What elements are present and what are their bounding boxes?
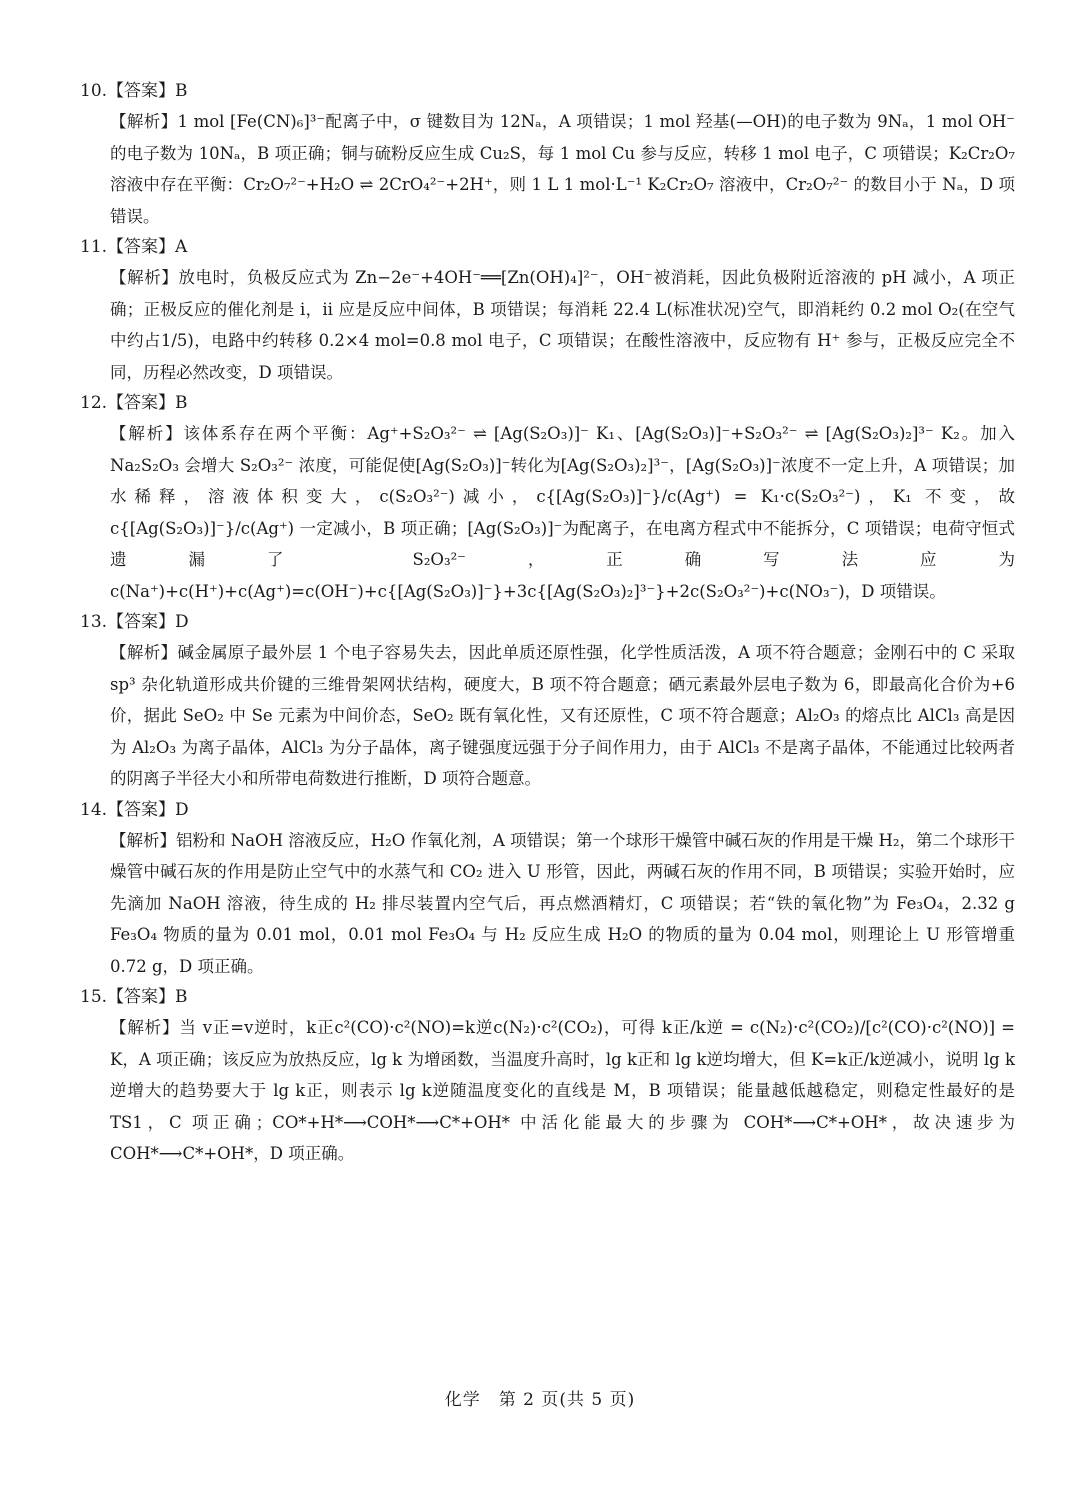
explanation-paragraph: 【解析】碱金属原子最外层 1 个电子容易失去，因此单质还原性强，化学性质活泼，A 项不符合题意；金刚石中的 C 采取 sp³ 杂化轨道形成共价键的三维骨架网状结构，硬度大，B 项不符合题意；硒元素最外层电子数为 6，即最高化合价为+6 价，据此 SeO₂ 中 Se 元素为中间价态，SeO₂ 既有氧化性，又有还原性，C 项不符合题意；Al₂O₃ 的熔点比 AlCl₃ 高是因为 Al₂O₃ 为离子晶体，AlCl₃ 为分子晶体，离子键强度远强于分子间作用力，由于 AlCl₃ 不是离子晶体，不能通过比较两者的阴离子半径大小和所带电荷数进行推断，D 项符合题意。: [110, 643, 1015, 788]
question-11: [80, 232, 1015, 388]
page-footer: 化学 第 2 页(共 5 页): [444, 1390, 636, 1410]
answer-line: 10.【答案】B: [80, 81, 188, 101]
explanation-paragraph: 【解析】1 mol [Fe(CN)₆]³⁻配离子中，σ 键数目为 12Nₐ，A 项错误；1 mol 羟基(—OH)的电子数为 9Nₐ，1 mol OH⁻的电子数为 10Nₐ，B 项正确；铜与硫粉反应生成 Cu₂S，每 1 mol Cu 参与反应，转移 1 mol 电子，C 项错误；K₂Cr₂O₇ 溶液中存在平衡：Cr₂O₇²⁻+H₂O ⇌ 2CrO₄²⁻+2H⁺，则 1 L 1 mol·L⁻¹ K₂Cr₂O₇ 溶液中，Cr₂O₇²⁻ 的数目小于 Nₐ，D 项错误。: [110, 112, 1015, 226]
answer-line: 14.【答案】D: [80, 799, 189, 820]
question-15: [80, 982, 1015, 1170]
answer-line: 11.【答案】A: [80, 237, 188, 257]
question-12: [80, 388, 1015, 607]
explanation-paragraph: 【解析】铝粉和 NaOH 溶液反应，H₂O 作氧化剂，A 项错误；第一个球形干燥管中碱石灰的作用是干燥 H₂，第二个球形干燥管中碱石灰的作用是防止空气中的水蒸气和 CO₂ 进入 U 形管，因此，两碱石灰的作用不同，B 项错误；实验开始时，应先滴加 NaOH 溶液，待生成的 H₂ 排尽装置内空气后，再点燃酒精灯，C 项错误；若“铁的氧化物”为 Fe₃O₄，2.32 g Fe₃O₄ 物质的量为 0.01 mol，0.01 mol Fe₃O₄ 与 H₂ 反应生成 H₂O 的物质的量为 0.04 mol，则理论上 U 形管增重 0.72 g，D 项正确。: [110, 830, 1015, 976]
answer-line: 13.【答案】D: [80, 612, 189, 632]
answer-line: 12.【答案】B: [80, 393, 188, 413]
answer-key-content: [80, 76, 1015, 1170]
explanation-paragraph: 【解析】放电时，负极反应式为 Zn−2e⁻+4OH⁻══[Zn(OH)₄]²⁻，OH⁻被消耗，因此负极附近溶液的 pH 减小，A 项正确；正极反应的催化剂是 i，ii 应是反应中间体，B 项错误；每消耗 22.4 L(标准状况)空气，即消耗约 0.2 mol O₂(在空气中约占1/5)，电路中约转移 0.2×4 mol=0.8 mol 电子，C 项错误；在酸性溶液中，反应物有 H⁺ 参与，正极反应完全不同，历程必然改变，D 项错误。: [110, 268, 1015, 382]
question-10: [80, 76, 1015, 232]
question-13: [80, 607, 1015, 795]
answer-line: 15.【答案】B: [80, 987, 188, 1007]
question-14: [80, 795, 1015, 983]
explanation-paragraph: 【解析】当 v正=v逆时，k正c²(CO)·c²(NO)=k逆c(N₂)·c²(CO₂)，可得 k正/k逆 = c(N₂)·c²(CO₂)/[c²(CO)·c²(NO)] = K，A 项正确；该反应为放热反应，lg k 为增函数，当温度升高时，lg k正和 lg k逆均增大，但 K=k正/k逆减小，说明 lg k逆增大的趋势要大于 lg k正，则表示 lg k逆随温度变化的直线是 M，B 项错误；能量越低越稳定，则稳定性最好的是 TS1，C 项正确；CO*+H*⟶COH*⟶C*+OH* 中活化能最大的步骤为 COH*⟶C*+OH*，故决速步为 COH*⟶C*+OH*，D 项正确。: [110, 1018, 1015, 1163]
explanation-paragraph: 【解析】该体系存在两个平衡：Ag⁺+S₂O₃²⁻ ⇌ [Ag(S₂O₃)]⁻ K₁、[Ag(S₂O₃)]⁻+S₂O₃²⁻ ⇌ [Ag(S₂O₃)₂]³⁻ K₂。加入 Na₂S₂O₃ 会增大 S₂O₃²⁻ 浓度，可能促使[Ag(S₂O₃)]⁻转化为[Ag(S₂O₃)₂]³⁻，[Ag(S₂O₃)]⁻浓度不一定上升，A 项错误；加水稀释，溶液体积变大，c(S₂O₃²⁻)减小，c{[Ag(S₂O₃)]⁻}/c(Ag⁺) = K₁·c(S₂O₃²⁻)，K₁ 不变，故 c{[Ag(S₂O₃)]⁻}/c(Ag⁺) 一定减小，B 项正确；[Ag(S₂O₃)]⁻为配离子，在电离方程式中不能拆分，C 项错误；电荷守恒式遗漏了 S₂O₃²⁻，正确写法应为 c(Na⁺)+c(H⁺)+c(Ag⁺)=c(OH⁻)+c{[Ag(S₂O₃)]⁻}+3c{[Ag(S₂O₃)₂]³⁻}+2c(S₂O₃²⁻)+c(NO₃⁻)，D 项错误。: [110, 424, 1015, 601]
